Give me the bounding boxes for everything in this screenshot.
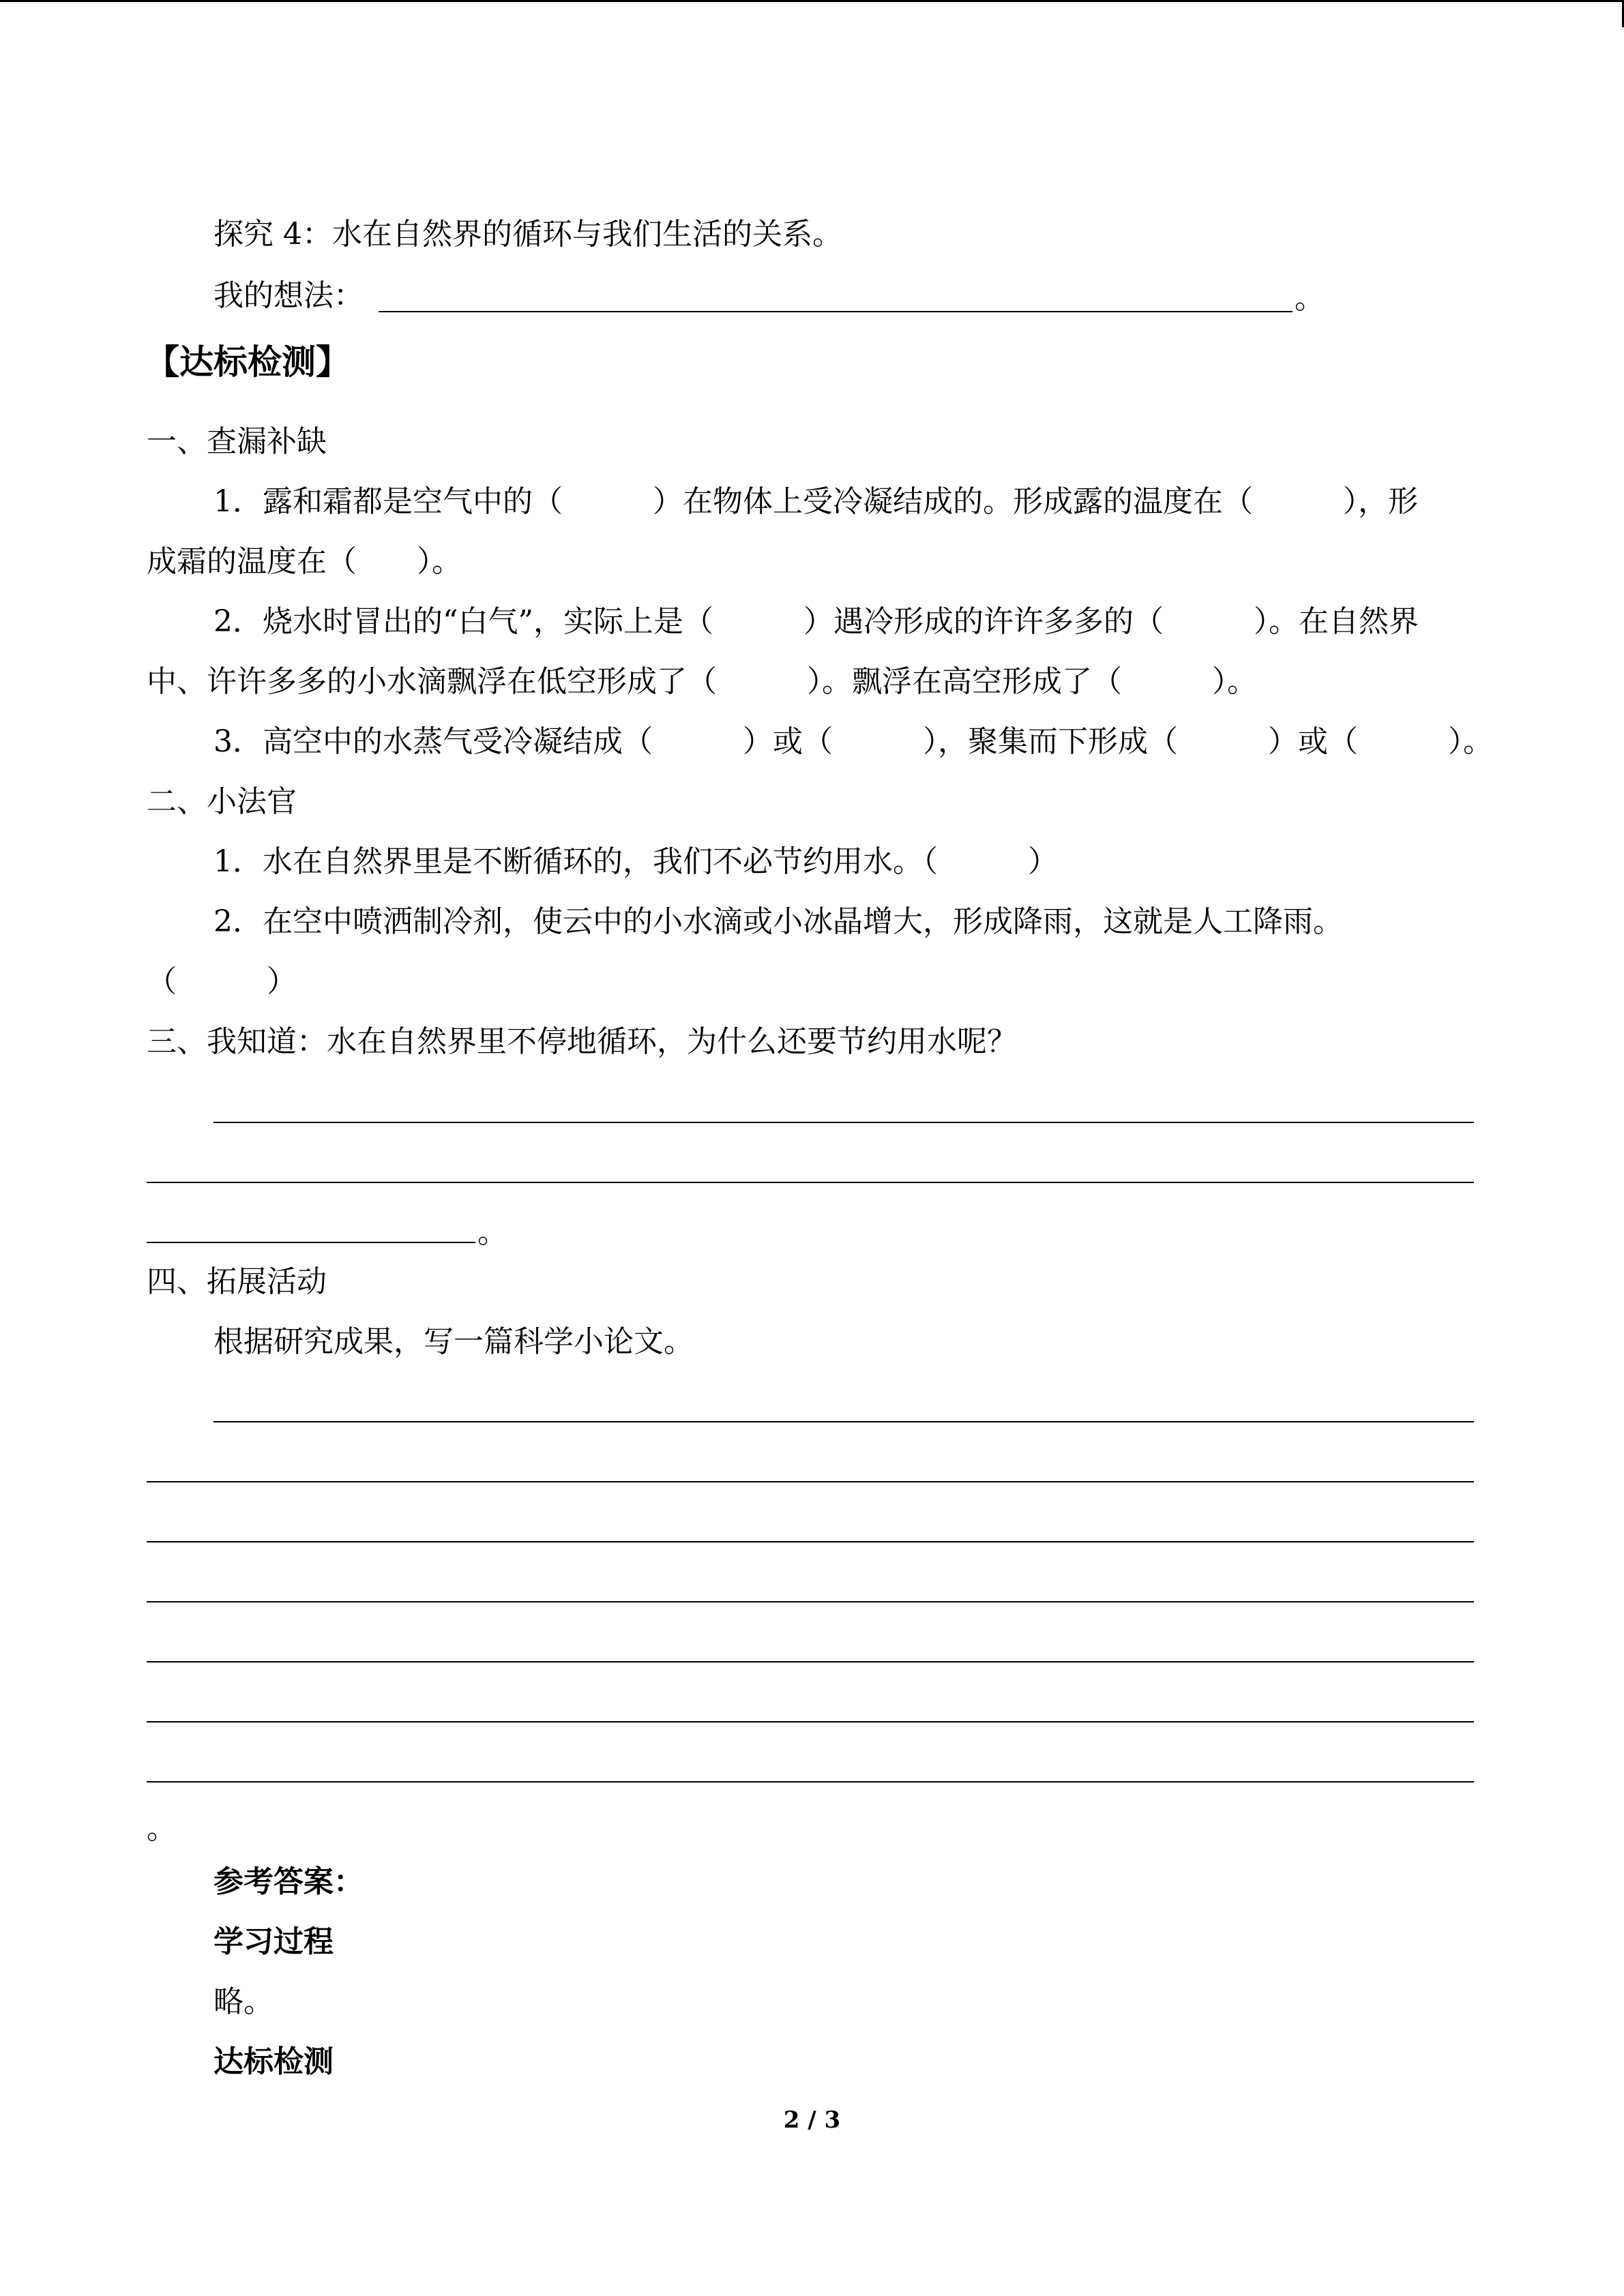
answers-omitted: 略。 [213, 1984, 274, 2019]
essay-line[interactable] [147, 1721, 1474, 1723]
page-number: 2 / 3 [783, 2106, 841, 2134]
part1-heading: 一、查漏补缺 [147, 424, 327, 459]
part2-q2-line1: 2．在空中喷洒制冷剂，使云中的小水滴或小冰晶增大，形成降雨，这就是人工降雨。 [213, 904, 1343, 939]
explore-title: 探究 4：水在自然界的循环与我们生活的关系。 [213, 217, 842, 252]
answers-learning-process: 学习过程 [213, 1924, 334, 1959]
my-idea-answer-line[interactable] [379, 311, 1293, 312]
essay-line[interactable] [213, 1421, 1474, 1422]
part3-answer-line-1[interactable] [213, 1122, 1474, 1123]
section-heading: 【达标检测】 [145, 342, 350, 382]
part1-q1-line2: 成霜的温度在（ ）。 [147, 544, 462, 579]
essay-line[interactable] [147, 1481, 1474, 1482]
my-idea-period: 。 [1295, 281, 1325, 316]
part1-q2-line2: 中、许许多多的小水滴飘浮在低空形成了（ ）。飘浮在高空形成了（ ）。 [147, 664, 1257, 699]
part3-heading: 三、我知道：水在自然界里不停地循环，为什么还要节约用水呢？ [147, 1024, 1017, 1059]
answers-heading: 参考答案： [213, 1864, 364, 1899]
part3-answer-line-2[interactable] [147, 1182, 1474, 1183]
part4-heading: 四、拓展活动 [147, 1264, 327, 1299]
essay-line[interactable] [147, 1781, 1474, 1783]
part2-q1: 1．水在自然界里是不断循环的，我们不必节约用水。（ ） [213, 844, 1058, 879]
answers-check: 达标检测 [213, 2044, 334, 2079]
essay-line[interactable] [147, 1541, 1474, 1542]
part1-q3: 3．高空中的水蒸气受冷凝结成（ ）或（ ），聚集而下形成（ ）或（ ）。 [213, 724, 1493, 759]
part1-q2-line1: 2．烧水时冒出的“白气”，实际上是（ ）遇冷形成的许许多多的（ ）。在自然界 [213, 604, 1419, 639]
my-idea-label: 我的想法： [213, 278, 364, 313]
part4-period: 。 [147, 1811, 177, 1846]
part2-heading: 二、小法官 [147, 784, 297, 819]
part2-q2-line2: （ ） [147, 964, 297, 999]
part1-q1-line1: 1．露和霜都是空气中的（ ）在物体上受冷凝结成的。形成露的温度在（ ），形 [213, 484, 1418, 519]
part3-period: 。 [477, 1215, 507, 1250]
essay-line[interactable] [147, 1661, 1474, 1663]
essay-line[interactable] [147, 1601, 1474, 1602]
part3-answer-line-3[interactable] [147, 1242, 475, 1243]
part4-prompt: 根据研究成果，写一篇科学小论文。 [213, 1324, 694, 1359]
